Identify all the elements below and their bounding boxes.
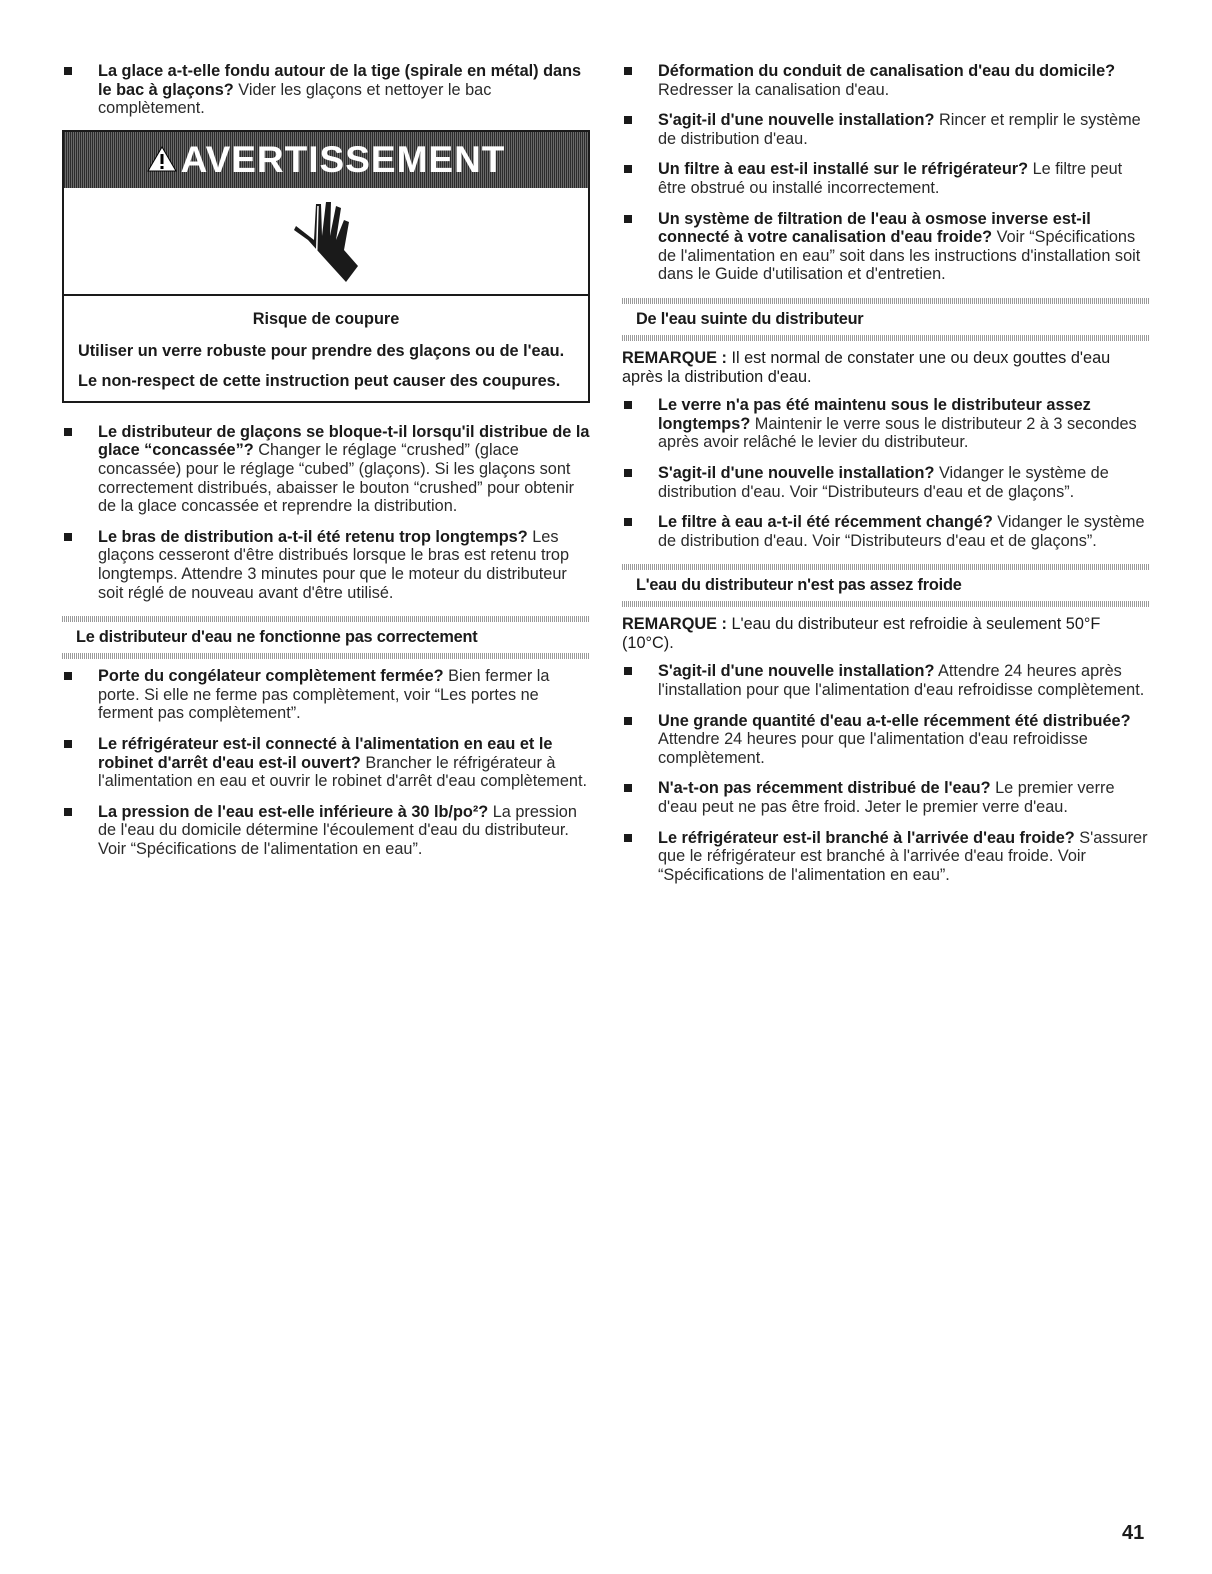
item-question: Un filtre à eau est-il installé sur le réfrigérateur? — [658, 160, 1029, 179]
item-question: La pression de l'eau est-elle inférieure à 30 lb/po²? — [98, 802, 489, 821]
list-item — [622, 513, 1150, 550]
note-text: Il est normal de constater une ou deux gouttes d'eau après la distribution d'eau. — [622, 348, 1111, 386]
item-question: Un système de filtration de l'eau à osmose inverse est-il connecté à votre canalisation d'eau froide? — [658, 209, 1091, 247]
bullet-icon — [624, 518, 632, 526]
list-item — [62, 423, 590, 516]
bullet-icon — [624, 784, 632, 792]
bullet-icon — [64, 428, 72, 436]
note — [622, 349, 1150, 386]
item-answer: Bien fermer la porte. Si elle ne ferme pas complètement, voir “Les portes ne ferment pas complètement”. — [98, 667, 550, 723]
list-item — [622, 779, 1150, 816]
item-question: S'agit-il d'une nouvelle installation? — [658, 463, 935, 482]
item-answer: Changer le réglage “crushed” (glace concassée) pour le réglage “cubed” (glaçons). Si les glaçons sont correctement distribués, abaisser le bouton “crushed” pour obtenir de la glace concassée et reprendre la distribution. — [98, 441, 575, 516]
item-question: Une grande quantité d'eau a-t-elle récemment été distribuée? — [658, 711, 1131, 730]
bullet-icon — [64, 740, 72, 748]
list-item — [622, 662, 1150, 699]
bullet-icon — [624, 215, 632, 223]
list-item — [622, 210, 1150, 284]
item-answer: Les glaçons cesseront d'être distribués lorsque le bras est retenu trop longtemps. Attendre 3 minutes pour que le moteur du distributeur soit réglé de nouveau avant d'être utilisé. — [98, 527, 569, 602]
list-item — [622, 712, 1150, 768]
section-header — [622, 564, 1150, 607]
page-number: 41 — [1122, 1522, 1145, 1544]
item-answer: Voir “Spécifications de l'alimentation en eau” soit dans les instructions d'installation soit dans le Guide d'utilisation et d'entretien. — [658, 228, 1141, 284]
left-column — [62, 62, 590, 870]
item-answer: Redresser la canalisation d'eau. — [658, 80, 890, 99]
section-header — [622, 298, 1150, 341]
list-item — [62, 735, 590, 791]
warning-consequence: Le non-respect de cette instruction peut causer des coupures. — [78, 371, 561, 390]
cut-hand-icon — [286, 196, 366, 288]
section-header — [62, 616, 590, 659]
section-title: L'eau du distributeur n'est pas assez froide — [636, 576, 962, 595]
bullet-icon — [624, 165, 632, 173]
warning-risk: Risque de coupure — [252, 309, 400, 328]
bullet-icon — [624, 717, 632, 725]
item-answer: Maintenir le verre sous le distributeur 2 à 3 secondes après avoir relâché le levier du distributeur. — [658, 414, 1137, 452]
bullet-icon — [624, 401, 632, 409]
note-label: REMARQUE : — [622, 348, 727, 367]
item-question: La glace a-t-elle fondu autour de la tige (spirale en métal) dans le bac à glaçons? — [98, 62, 582, 99]
item-question: Le bras de distribution a-t-il été retenu trop longtemps? — [98, 527, 528, 546]
divider — [62, 653, 590, 659]
item-answer: Vidanger le système de distribution d'eau. Voir “Distributeurs d'eau et de glaçons”. — [658, 513, 1145, 550]
item-question: Le réfrigérateur est-il branché à l'arrivée d'eau froide? — [658, 828, 1075, 847]
bullet-icon — [624, 667, 632, 675]
item-answer: S'assurer que le réfrigérateur est branché à l'arrivée d'eau froide. Voir “Spécifications de l'alimentation en eau”. — [658, 828, 1148, 884]
bullet-icon — [64, 808, 72, 816]
warning-title: AVERTISSEMENT — [180, 138, 506, 180]
item-question: S'agit-il d'une nouvelle installation? — [658, 662, 935, 681]
item-answer: Vider les glaçons et nettoyer le bac complètement. — [98, 80, 492, 118]
item-question: S'agit-il d'une nouvelle installation? — [658, 111, 935, 130]
item-answer: La pression de l'eau du domicile détermine l'écoulement d'eau du distributeur. Voir “Spécifications de l'alimentation en eau”. — [98, 802, 577, 858]
item-answer: Rincer et remplir le système de distribution d'eau. — [658, 111, 1141, 148]
note-text: L'eau du distributeur est refroidie à seulement 50°F (10°C). — [622, 615, 1101, 652]
bullet-icon — [64, 533, 72, 541]
section-title: Le distributeur d'eau ne fonctionne pas correctement — [76, 628, 478, 647]
list-item — [622, 62, 1150, 99]
right-column — [622, 62, 1150, 896]
item-answer: Le premier verre d'eau peut ne pas être froid. Jeter le premier verre d'eau. — [658, 779, 1115, 817]
list-item — [622, 396, 1150, 452]
item-question: Le verre n'a pas été maintenu sous le distributeur assez longtemps? — [658, 396, 1091, 433]
divider — [622, 601, 1150, 607]
item-question: Le distributeur de glaçons se bloque-t-il lorsqu'il distribue de la glace “concassée”? — [98, 422, 590, 460]
list-item — [622, 111, 1150, 148]
item-question: Le filtre à eau a-t-il été récemment changé? — [658, 513, 993, 532]
list-item — [62, 803, 590, 859]
item-question: Porte du congélateur complètement fermée? — [98, 667, 444, 686]
warning-instruction: Utiliser un verre robuste pour prendre des glaçons ou de l'eau. — [78, 341, 565, 360]
list-item — [622, 829, 1150, 885]
list-item — [622, 160, 1150, 197]
item-question: Le réfrigérateur est-il connecté à l'alimentation en eau et le robinet d'arrêt d'eau est-il ouvert? — [98, 734, 553, 772]
bullet-icon — [624, 67, 632, 75]
bullet-icon — [624, 116, 632, 124]
note-label: REMARQUE : — [622, 615, 727, 634]
list-item — [62, 528, 590, 602]
item-answer: Attendre 24 heures après l'installation pour que l'alimentation d'eau refroidisse complètement. — [658, 662, 1145, 700]
bullet-icon — [624, 834, 632, 842]
list-item — [62, 62, 590, 118]
item-question: Déformation du conduit de canalisation d'eau du domicile? — [658, 62, 1116, 80]
bullet-icon — [64, 67, 72, 75]
item-answer: Vidanger le système de distribution d'eau. Voir “Distributeurs d'eau et de glaçons”. — [658, 463, 1109, 501]
bullet-icon — [64, 672, 72, 680]
item-answer: Attendre 24 heures pour que l'alimentation d'eau refroidisse complètement. — [658, 730, 1088, 767]
list-item — [62, 667, 590, 723]
item-answer: Le filtre peut être obstrué ou installé incorrectement. — [658, 160, 1123, 197]
note — [622, 615, 1150, 652]
section-title: De l'eau suinte du distributeur — [636, 309, 864, 328]
warning-triangle-icon — [147, 139, 177, 181]
divider — [622, 335, 1150, 341]
item-answer: Brancher le réfrigérateur à l'alimentation en eau et ouvrir le robinet d'arrêt d'eau complètement. — [98, 753, 587, 791]
item-question: N'a-t-on pas récemment distribué de l'eau? — [658, 779, 991, 798]
list-item — [622, 464, 1150, 501]
warning-header — [64, 132, 588, 188]
bullet-icon — [624, 469, 632, 477]
warning-box — [62, 130, 590, 403]
